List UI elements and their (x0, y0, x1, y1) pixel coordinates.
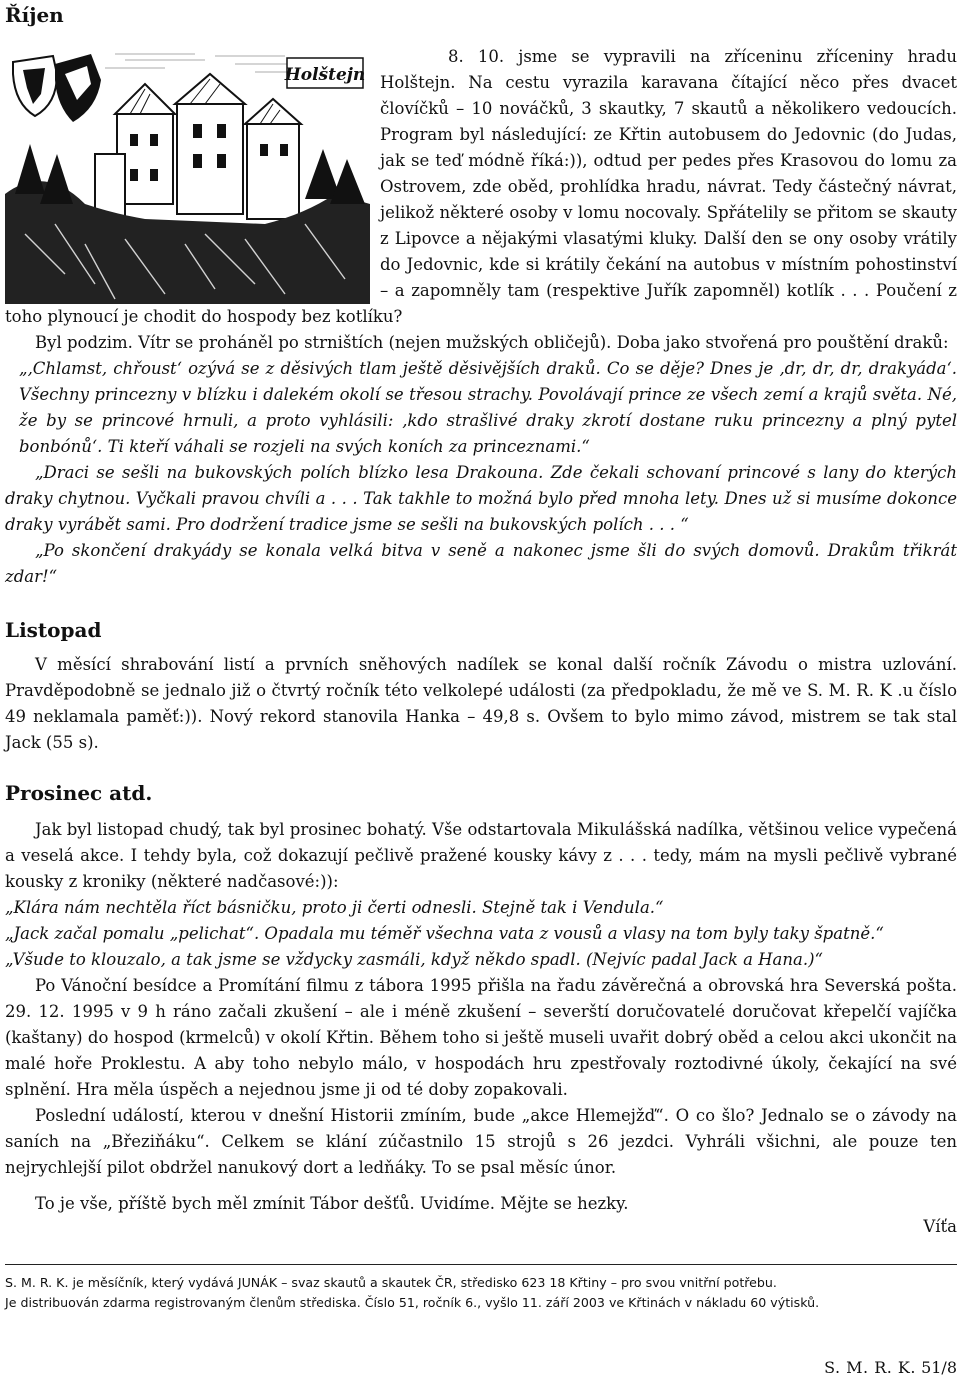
december-text (5, 817, 957, 1217)
october-quote-1: „‚Chlamst, chřoust‘ ozývá se z děsivých tlam ještě děsivějších draků. Co se děje? Dnes je ‚dr, dr, dr, drakyáda‘. Všechny princezny v blízku i dalekém okolí se třesou strachy. Povolávají prince ze všech zemí a krajů světa. Né, že by se princové hrnuli, a proto vyhlásili: ‚kdo strašlivé draky zkrotí dostane ruku princezny a plný pytel bonbónů‘. Ti kteří váhali se rozjeli na svých koních za princeznami.“ (19, 359, 957, 456)
november-text (5, 652, 957, 756)
page-number-value: 51/8 (921, 1358, 957, 1377)
december-paragraph-3: Poslední událostí, kterou v dnešní Historii zmíním, bude „akce Hlemejžď“. O co šlo? Jednalo se o závody na saních na „Březiňáku“. Celkem se klání zúčastnilo 15 strojů s 26 jezdci. Vyhráli všichni, ale pouze ten nejrychlejší pilot obdržel nanukový dort a ledňáky. To se psal měsíc únor. (5, 1106, 957, 1177)
section-heading-november: Listopad (5, 618, 102, 642)
december-quote-3: „Všude to klouzalo, a tak jsme se vždycky zasmáli, když někdo spadl. (Nejvíc padal Jack a Hana.)“ (5, 950, 823, 969)
october-paragraph-1: 8. 10. jsme se vypravili na zříceninu zříceniny hradu Holštejn. Na cestu vyrazila karavana čítající něco přes dvacet človíčků – 10 nováčků, 3 skautky, 7 skautů a několikero vedoucích. Program byl následující: ze Křtin autobusem do Jedovnic (do Judas, jak se teď módně říká:)), odtud per pedes přes Krasovou do lomu za Ostrovem, zde oběd, prohlídka hradu, návrat. Tedy částečný návrat, jelikož některé osoby v lomu nocovaly. Spřátelily se přitom se skauty z Lipovce a nějakými vlasatými kluky. Další den se ony osoby vrátily do Jedovnic, kde si krátily čekání na autobus v místním pohostinství – a zapomněly tam (respektive Juřík zapomněl) kotlík . . . Poučení z toho plynoucí je chodit do hospody bez kotlíku? (5, 47, 957, 326)
page (5, 0, 957, 1384)
page-label: S. M. R. K. (824, 1358, 916, 1377)
december-paragraph-2: Po Vánoční besídce a Promítání filmu z tábora 1995 přišla na řadu závěrečná a obrovská hra Severská pošta. 29. 12. 1995 v 9 h ráno začali zkušení – ale i méně zkušení – severští doručovatelé doručovat křepelčí vajíčka (kaštany) do hospod (krmelců) v okolí Křtin. Během toho si ještě museli uvařit dobrý oběd a celou akci ukončit na malé hoře Proklestu. A aby toho nebylo málo, v hospodách hru zpestřovaly roztodivné úkoly, čekající na své splnění. Hra měla úspěch a nejednou jsme ji od té doby zopakovali. (5, 976, 957, 1099)
footer-line-1: S. M. R. K. je měsíčník, který vydává JUNÁK – svaz skautů a skautek ČR, středisko 623 18 Křtiny – pro svou vnitřní potřebu. (5, 1275, 777, 1290)
december-paragraph-1: Jak byl listopad chudý, tak byl prosinec bohatý. Vše odstartovala Mikulášská nadílka, většinou velice vypečená a veselá akce. I tehdy byla, což dokazují pečlivě pražené kousky kávy z . . . tedy, mám na mysli pečlivě vybrané kousky z kroniky (některé nadčasové:)): (5, 820, 957, 891)
page-number (824, 1358, 957, 1377)
december-quote-2: „Jack začal pomalu „pelichat“. Opadala mu téměř všechna vata z vousů a vlasy na tom byly taky špatně.“ (5, 924, 884, 943)
december-quote-1: „Klára nám nechtěla říct básničku, proto ji čerti odnesli. Stejně tak i Vendula.“ (5, 898, 664, 917)
november-paragraph-1: V měsící shrabování listí a prvních sněhových nadílek se konal další ročník Závodu o mistra uzlování. Pravděpodobně se jednalo již o čtvrtý ročník této velkolepé události (za předpokladu, že mě ve S. M. R. K .u číslo 49 neklamala paměť:)). Nový rekord stanovila Hanka – 49,8 s. Ovšem to bylo mimo závod, mistrem se tak stal Jack (55 s). (5, 655, 957, 752)
section-heading-october: Říjen (5, 3, 64, 27)
signature: Víťa (923, 1217, 957, 1236)
illustration-label: Holštejn (284, 65, 366, 85)
section-heading-december: Prosinec atd. (5, 781, 153, 805)
october-quote-2: „Draci se sešli na bukovských polích blízko lesa Drakouna. Zde čekali schovaní princové s lany do kterých draky chytnou. Vyčkali pravou chvíli a . . . Tak takhle to možná bylo před mnoha lety. Dnes už si musíme dokonce draky vyrábět sami. Pro dodržení tradice jsme se sešli na bukovských polích . . . “ (5, 463, 957, 534)
footer-line-2: Je distribuován zdarma registrovaným členům střediska. Číslo 51, ročník 6., vyšlo 11. září 2003 ve Křtinách v nákladu 60 výtisků. (5, 1295, 820, 1310)
footer-divider (5, 1264, 957, 1265)
october-quote-3: „Po skončení drakyády se konala velká bitva v seně a nakonec jsme šli do svých domovů. Drakům třikrát zdar!“ (5, 541, 957, 586)
october-text (5, 44, 957, 590)
footer-note (5, 1273, 957, 1313)
october-paragraph-2: Byl podzim. Vítr se proháněl po strništích (nejen mužských obličejů). Doba jako stvořená pro pouštění draků: (35, 333, 949, 352)
december-paragraph-4: To je vše, příště bych měl zmínit Tábor dešťů. Uvidíme. Mějte se hezky. (35, 1194, 629, 1213)
